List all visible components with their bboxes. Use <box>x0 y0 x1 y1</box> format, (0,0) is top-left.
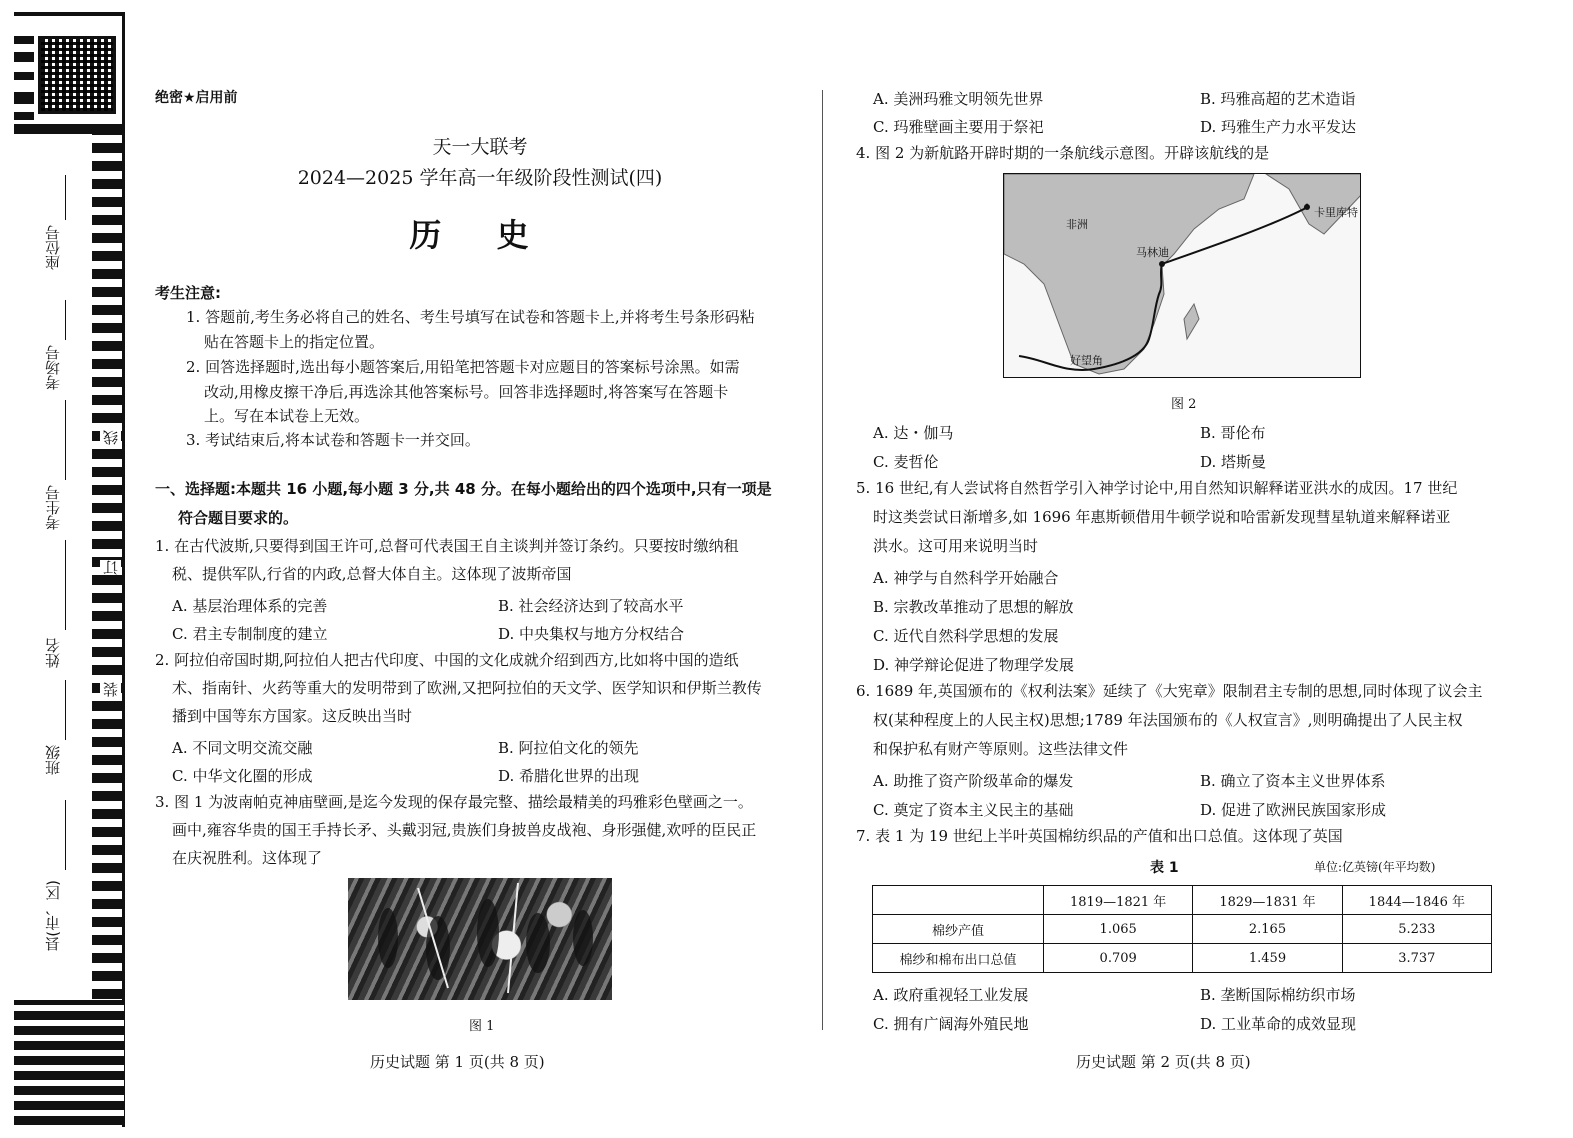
q2-stem: 术、指南针、火药等重大的发明带到了欧洲,又把阿拉伯的天文学、医学知识和伊斯兰教传 <box>172 679 762 697</box>
table-header-cell <box>873 886 1044 915</box>
table-cell: 棉纱产值 <box>873 915 1044 944</box>
table-title: 表 1 <box>1150 860 1179 876</box>
table-row <box>873 944 1492 973</box>
q5-stem: 5. 16 世纪,有人尝试将自然哲学引入神学讨论中,用自然知识解释诺亚洪水的成因。17 世纪 <box>856 479 1458 497</box>
strip-mark <box>14 72 34 80</box>
q7-option-b: B. 垄断国际棉纺织市场 <box>1200 986 1356 1004</box>
exam-title: 2024—2025 学年高一年级阶段性测试(四) <box>297 167 663 189</box>
q2-option-c: C. 中华文化圈的形成 <box>172 767 313 785</box>
q2-stem: 播到中国等东方国家。这反映出当时 <box>172 707 413 725</box>
map-graphic <box>1004 174 1361 378</box>
q7-stem: 7. 表 1 为 19 世纪上半叶英国棉纺织品的产值和出口总值。这体现了英国 <box>856 827 1343 845</box>
q3-stem: 画中,雍容华贵的国王手持长矛、头戴羽冠,贵族们身披兽皮战袍、身形强健,欢呼的臣民正 <box>172 821 757 839</box>
route-map <box>1003 173 1361 378</box>
q2-option-a: A. 不同文明交流交融 <box>172 739 313 757</box>
q3-option-a: A. 美洲玛雅文明领先世界 <box>873 90 1044 108</box>
q1-stem: 税、提供军队,行省的内政,总督大体自主。这体现了波斯帝国 <box>172 565 572 583</box>
q7-option-a: A. 政府重视轻工业发展 <box>873 986 1029 1004</box>
q1-option-c: C. 君主专制制度的建立 <box>172 625 328 643</box>
exam-org: 天一大联考 <box>432 136 528 158</box>
q5-stem: 时这类尝试日渐增多,如 1696 年惠斯顿借用牛顿学说和哈雷新发现彗星轨道来解释诺亚 <box>873 508 1451 526</box>
q3-option-c: C. 玛雅壁画主要用于祭祀 <box>873 118 1044 136</box>
q2-stem: 2. 阿拉伯帝国时期,阿拉伯人把古代印度、中国的文化成就介绍到西方,比如将中国的造纸 <box>155 651 739 669</box>
barcode-bottom <box>14 1000 124 1125</box>
zhuang-mark: 装 <box>102 682 120 697</box>
fill-line <box>65 400 66 480</box>
q3-option-d: D. 玛雅生产力水平发达 <box>1200 118 1357 136</box>
q4-option-a: A. 达・伽马 <box>873 424 954 442</box>
table-header-row <box>873 886 1492 915</box>
fill-line <box>65 680 66 740</box>
notice-line: 2. 回答选择题时,选出每小题答案后,用铅笔把答题卡对应题目的答案标号涂黑。如需 <box>186 358 740 376</box>
examno-label: 考生号 <box>44 485 62 530</box>
q3-stem: 在庆祝胜利。这体现了 <box>172 849 323 867</box>
strip-mark <box>14 12 124 16</box>
binding-strip <box>0 0 130 1138</box>
notice-line: 3. 考试结束后,将本试卷和答题卡一并交回。 <box>186 431 480 449</box>
q3-stem: 3. 图 1 为波南帕克神庙壁画,是迄今发现的保存最完整、描绘最精美的玛雅彩色壁画之一。 <box>155 793 753 811</box>
section-heading-2: 符合题目要求的。 <box>178 509 299 527</box>
subject-title: 历 史 <box>409 216 551 254</box>
map-label-cape: 好望角 <box>1070 354 1103 367</box>
page-footer-right: 历史试题 第 2 页(共 8 页) <box>1076 1053 1251 1071</box>
table-header-cell: 1819—1821 年 <box>1044 886 1193 915</box>
name-label: 姓名 <box>44 638 62 668</box>
q4-stem: 4. 图 2 为新航路开辟时期的一条航线示意图。开辟该航线的是 <box>856 144 1270 162</box>
q3-option-b: B. 玛雅高超的艺术造诣 <box>1200 90 1356 108</box>
fill-line <box>65 300 66 340</box>
q4-option-d: D. 塔斯曼 <box>1200 453 1267 471</box>
table-row <box>873 915 1492 944</box>
mural-figures <box>348 878 612 1000</box>
qr-code <box>38 36 116 114</box>
county-label: 县(市、区) <box>44 880 62 952</box>
table-header-cell: 1844—1846 年 <box>1342 886 1491 915</box>
fill-line <box>65 540 66 630</box>
room-label: 考场号 <box>44 345 62 390</box>
secret-label: 绝密★启用前 <box>155 90 238 106</box>
q2-option-d: D. 希腊化世界的出现 <box>498 767 640 785</box>
strip-mark <box>14 112 34 120</box>
notice-line: 上。写在本试卷上无效。 <box>204 407 370 425</box>
q6-stem: 权(某种程度上的人民主权)思想;1789 年法国颁布的《人权宣言》,则明确提出了人民主权 <box>873 711 1463 729</box>
q5-option-a: A. 神学与自然科学开始融合 <box>873 569 1059 587</box>
fill-line <box>65 175 66 220</box>
q1-stem: 1. 在古代波斯,只要得到国王许可,总督可代表国王自主谈判并签订条约。只要按时缴纳租 <box>155 537 739 555</box>
strip-mark <box>14 52 34 62</box>
strip-border <box>122 12 125 1127</box>
notice-line: 改动,用橡皮擦干净后,再选涂其他答案标号。回答非选择题时,将答案写在答题卡 <box>204 383 729 401</box>
table-cell: 1.065 <box>1044 915 1193 944</box>
fill-line <box>65 800 66 870</box>
table-cell: 3.737 <box>1342 944 1491 973</box>
table-cell: 棉纱和棉布出口总值 <box>873 944 1044 973</box>
table-cell: 5.233 <box>1342 915 1491 944</box>
strip-mark <box>14 124 124 134</box>
q4-option-c: C. 麦哲伦 <box>873 453 939 471</box>
page-footer-left: 历史试题 第 1 页(共 8 页) <box>370 1053 545 1071</box>
table-cell: 0.709 <box>1044 944 1193 973</box>
table-header-cell: 1829—1831 年 <box>1193 886 1342 915</box>
map-label-calicut: 卡里库特 <box>1314 206 1358 219</box>
page-divider <box>822 90 823 1030</box>
notice-line: 1. 答题前,考生务必将自己的姓名、考生号填写在试卷和答题卡上,并将考生号条形码粘 <box>186 308 755 326</box>
data-table <box>872 885 1492 973</box>
ding-mark: 订 <box>102 560 120 575</box>
q6-option-a: A. 助推了资产阶级革命的爆发 <box>873 772 1074 790</box>
q1-option-b: B. 社会经济达到了较高水平 <box>498 597 684 615</box>
mural-image <box>348 878 612 1000</box>
section-heading: 一、选择题:本题共 16 小题,每小题 3 分,共 48 分。在每小题给出的四个选项中,只有一项是 <box>155 480 772 498</box>
q6-stem: 6. 1689 年,英国颁布的《权利法案》延续了《大宪章》限制君主专制的思想,同时体现了议会主 <box>856 682 1483 700</box>
line-mark: 线 <box>102 430 120 445</box>
q4-option-b: B. 哥伦布 <box>1200 424 1266 442</box>
q1-option-d: D. 中央集权与地方分权结合 <box>498 625 685 643</box>
table-unit: 单位:亿英镑(年平均数) <box>1314 860 1436 874</box>
strip-mark <box>14 92 34 104</box>
figure1-caption: 图 1 <box>469 1019 495 1034</box>
notice-line: 贴在答题卡上的指定位置。 <box>204 333 385 351</box>
q7-option-d: D. 工业革命的成效显现 <box>1200 1015 1357 1033</box>
q1-option-a: A. 基层治理体系的完善 <box>172 597 328 615</box>
figure2-caption: 图 2 <box>1171 397 1197 412</box>
q2-option-b: B. 阿拉伯文化的领先 <box>498 739 639 757</box>
map-label-africa: 非洲 <box>1066 218 1088 231</box>
q6-option-d: D. 促进了欧洲民族国家形成 <box>1200 801 1387 819</box>
q7-option-c: C. 拥有广阔海外殖民地 <box>873 1015 1029 1033</box>
q5-option-b: B. 宗教改革推动了思想的解放 <box>873 598 1074 616</box>
q5-option-c: C. 近代自然科学思想的发展 <box>873 627 1059 645</box>
notice-title: 考生注意: <box>155 284 221 302</box>
table-cell: 2.165 <box>1193 915 1342 944</box>
q6-option-b: B. 确立了资本主义世界体系 <box>1200 772 1386 790</box>
table-cell: 1.459 <box>1193 944 1342 973</box>
strip-mark <box>14 36 34 44</box>
class-label: 班级 <box>44 745 62 775</box>
seat-label: 座位号 <box>44 225 62 270</box>
q5-stem: 洪水。这可用来说明当时 <box>873 537 1039 555</box>
q5-option-d: D. 神学辩论促进了物理学发展 <box>873 656 1075 674</box>
q6-stem: 和保护私有财产等原则。这些法律文件 <box>873 740 1129 758</box>
q6-option-c: C. 奠定了资本主义民主的基础 <box>873 801 1074 819</box>
map-label-malindi: 马林迪 <box>1136 246 1169 259</box>
